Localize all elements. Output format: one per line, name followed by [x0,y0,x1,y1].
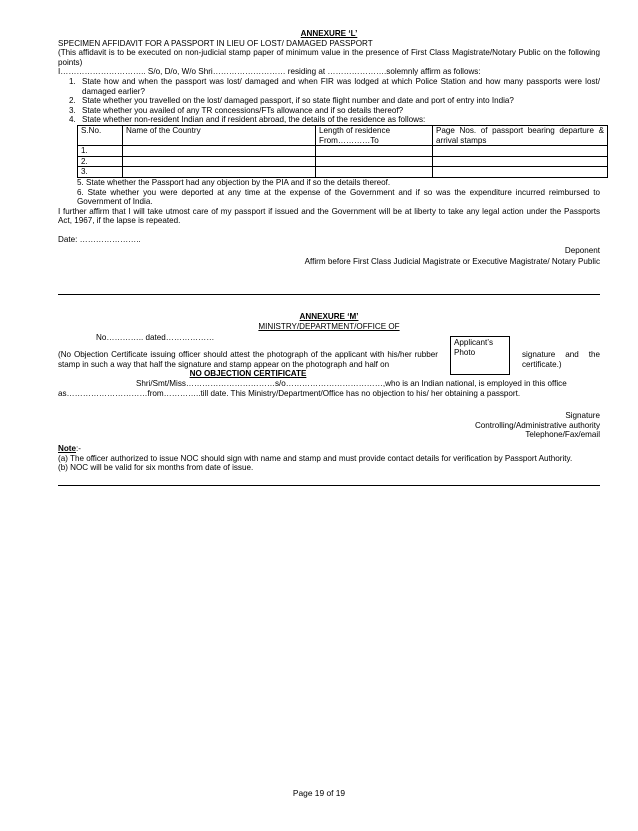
bottom-divider [58,485,600,486]
annexure-l-section [58,29,604,267]
applicant-photo-box [450,336,510,375]
residence-table [77,125,608,178]
header-length: Length of residence From…………To [316,125,433,145]
ministry-line: MINISTRY/DEPARTMENT/OFFICE OF [258,321,400,331]
signature-label: Signature [565,411,600,421]
contact-label: Telephone/Fax/email [525,430,600,440]
affidavit-title: SPECIMEN AFFIDAVIT FOR A PASSPORT IN LIEU OF LOST/ DAMAGED PASSPORT [58,38,373,48]
table-row [78,156,608,167]
point-4: 4. State whether non-resident Indian and if resident abroad, the details of the residence as follows: [78,115,600,125]
annexure-l-heading: ANNEXURE ‘L’ [300,29,358,38]
noc-title: NO OBJECTION CERTIFICATE [189,369,307,378]
noc-body-line-1: Shri/Smt/Miss……………………………s/o………………………………,who is an Indian national, is employed in this office [136,379,567,388]
noc-instruction-right: signature and the certificate.) [522,350,600,369]
table-header-row [78,125,608,145]
photo-label: Applicant’s Photo [454,338,493,357]
note-label: Note [58,443,76,453]
no-dated-line: No………….. dated……………… [96,333,215,343]
point-3: 3. State whether you availed of any TR concessions/FTs allowance and if so details thereof? [78,106,600,116]
point-2: 2. State whether you travelled on the lost/ damaged passport, if so state flight number and date and port of entry into India? [78,96,600,106]
note-colon: :- [76,443,81,453]
affidavit-note: (This affidavit is to be executed on non-judicial stamp paper of minimum value in the presence of First Class Magistrate/Notary Public on the following points) [58,48,600,67]
header-sno: S.No. [78,125,123,145]
point-6: 6. State whether you were deported at any time at the expense of the Government and if so was the expenditure incurred reimbursed to Government of India. [77,187,600,207]
annexure-m-heading: ANNEXURE ‘M’ [299,312,359,321]
authority-label: Controlling/Administrative authority [474,420,600,430]
table-row [78,167,608,178]
note-b: (b) NOC will be valid for six months from date of issue. [58,463,254,473]
affirm-before: Affirm before First Class Judicial Magistrate or Executive Magistrate/ Notary Public [304,257,600,267]
annexure-m-section [58,312,600,343]
point-1: 1. State how and when the passport was lost/ damaged and when FIR was lodged at which Police Station and how many passports were lost/ damaged earlier? [78,77,600,96]
declaration-line: I………………………….. S/o, D/o, W/o Shri……………………… residing at ………………….solemnly affirm as follows: [58,67,481,77]
noc-body [58,379,600,473]
noc-instruction-left: (No Objection Certificate issuing officer should attest the photograph of the applicant with his/her rubber stamp in such a way that half the signature and stamp appear on the photograph and half on [58,350,438,369]
table-row [78,146,608,157]
deponent-label: Deponent [564,246,600,256]
row-number: 2. [78,156,123,167]
header-country: Name of the Country [123,125,316,145]
point-5: 5. State whether the Passport had any objection by the PIA and if so the details thereof. [77,177,391,187]
date-line: Date: ………………….. [58,234,141,244]
page-number: Page 19 of 19 [292,788,346,798]
note-a: (a) The officer authorized to issue NOC should sign with name and stamp and must provide contact details for verification by Passport Authority. [58,453,573,463]
further-affirm: I further affirm that I will take utmost care of my passport if issued and the Government will be at liberty to take any legal action under the Passports Act, 1967, if the lapse is repeated. [58,206,600,226]
noc-body-line-2: as…………………………from…………..till date. This Ministry/Department/Office has no objection to his/ her obtaining a passport. [58,388,521,398]
note-heading [58,444,600,454]
header-pages: Page Nos. of passport bearing departure & arrival stamps [433,125,608,145]
row-number: 3. [78,167,123,178]
row-number: 1. [78,146,123,157]
affidavit-points [58,77,600,125]
section-divider [58,294,600,295]
